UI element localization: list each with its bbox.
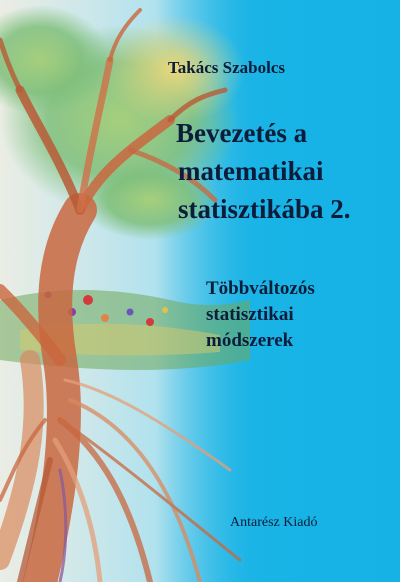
flower <box>162 307 168 313</box>
book-subtitle <box>206 276 315 354</box>
subtitle-line: statisztikai <box>206 304 294 325</box>
flower <box>146 318 154 326</box>
flower <box>127 309 134 316</box>
subtitle-line: módszerek <box>206 330 294 351</box>
book-title <box>176 114 351 228</box>
author-name: Takács Szabolcs <box>168 58 285 77</box>
title-line: Bevezetés a <box>176 118 308 148</box>
subtitle-line: Többváltozós <box>206 278 315 299</box>
title-line: statisztikába 2. <box>178 194 351 224</box>
title-line: matematikai <box>178 156 324 186</box>
publisher-name: Antarész Kiadó <box>230 515 318 530</box>
flower <box>83 295 93 305</box>
flower <box>101 314 109 322</box>
